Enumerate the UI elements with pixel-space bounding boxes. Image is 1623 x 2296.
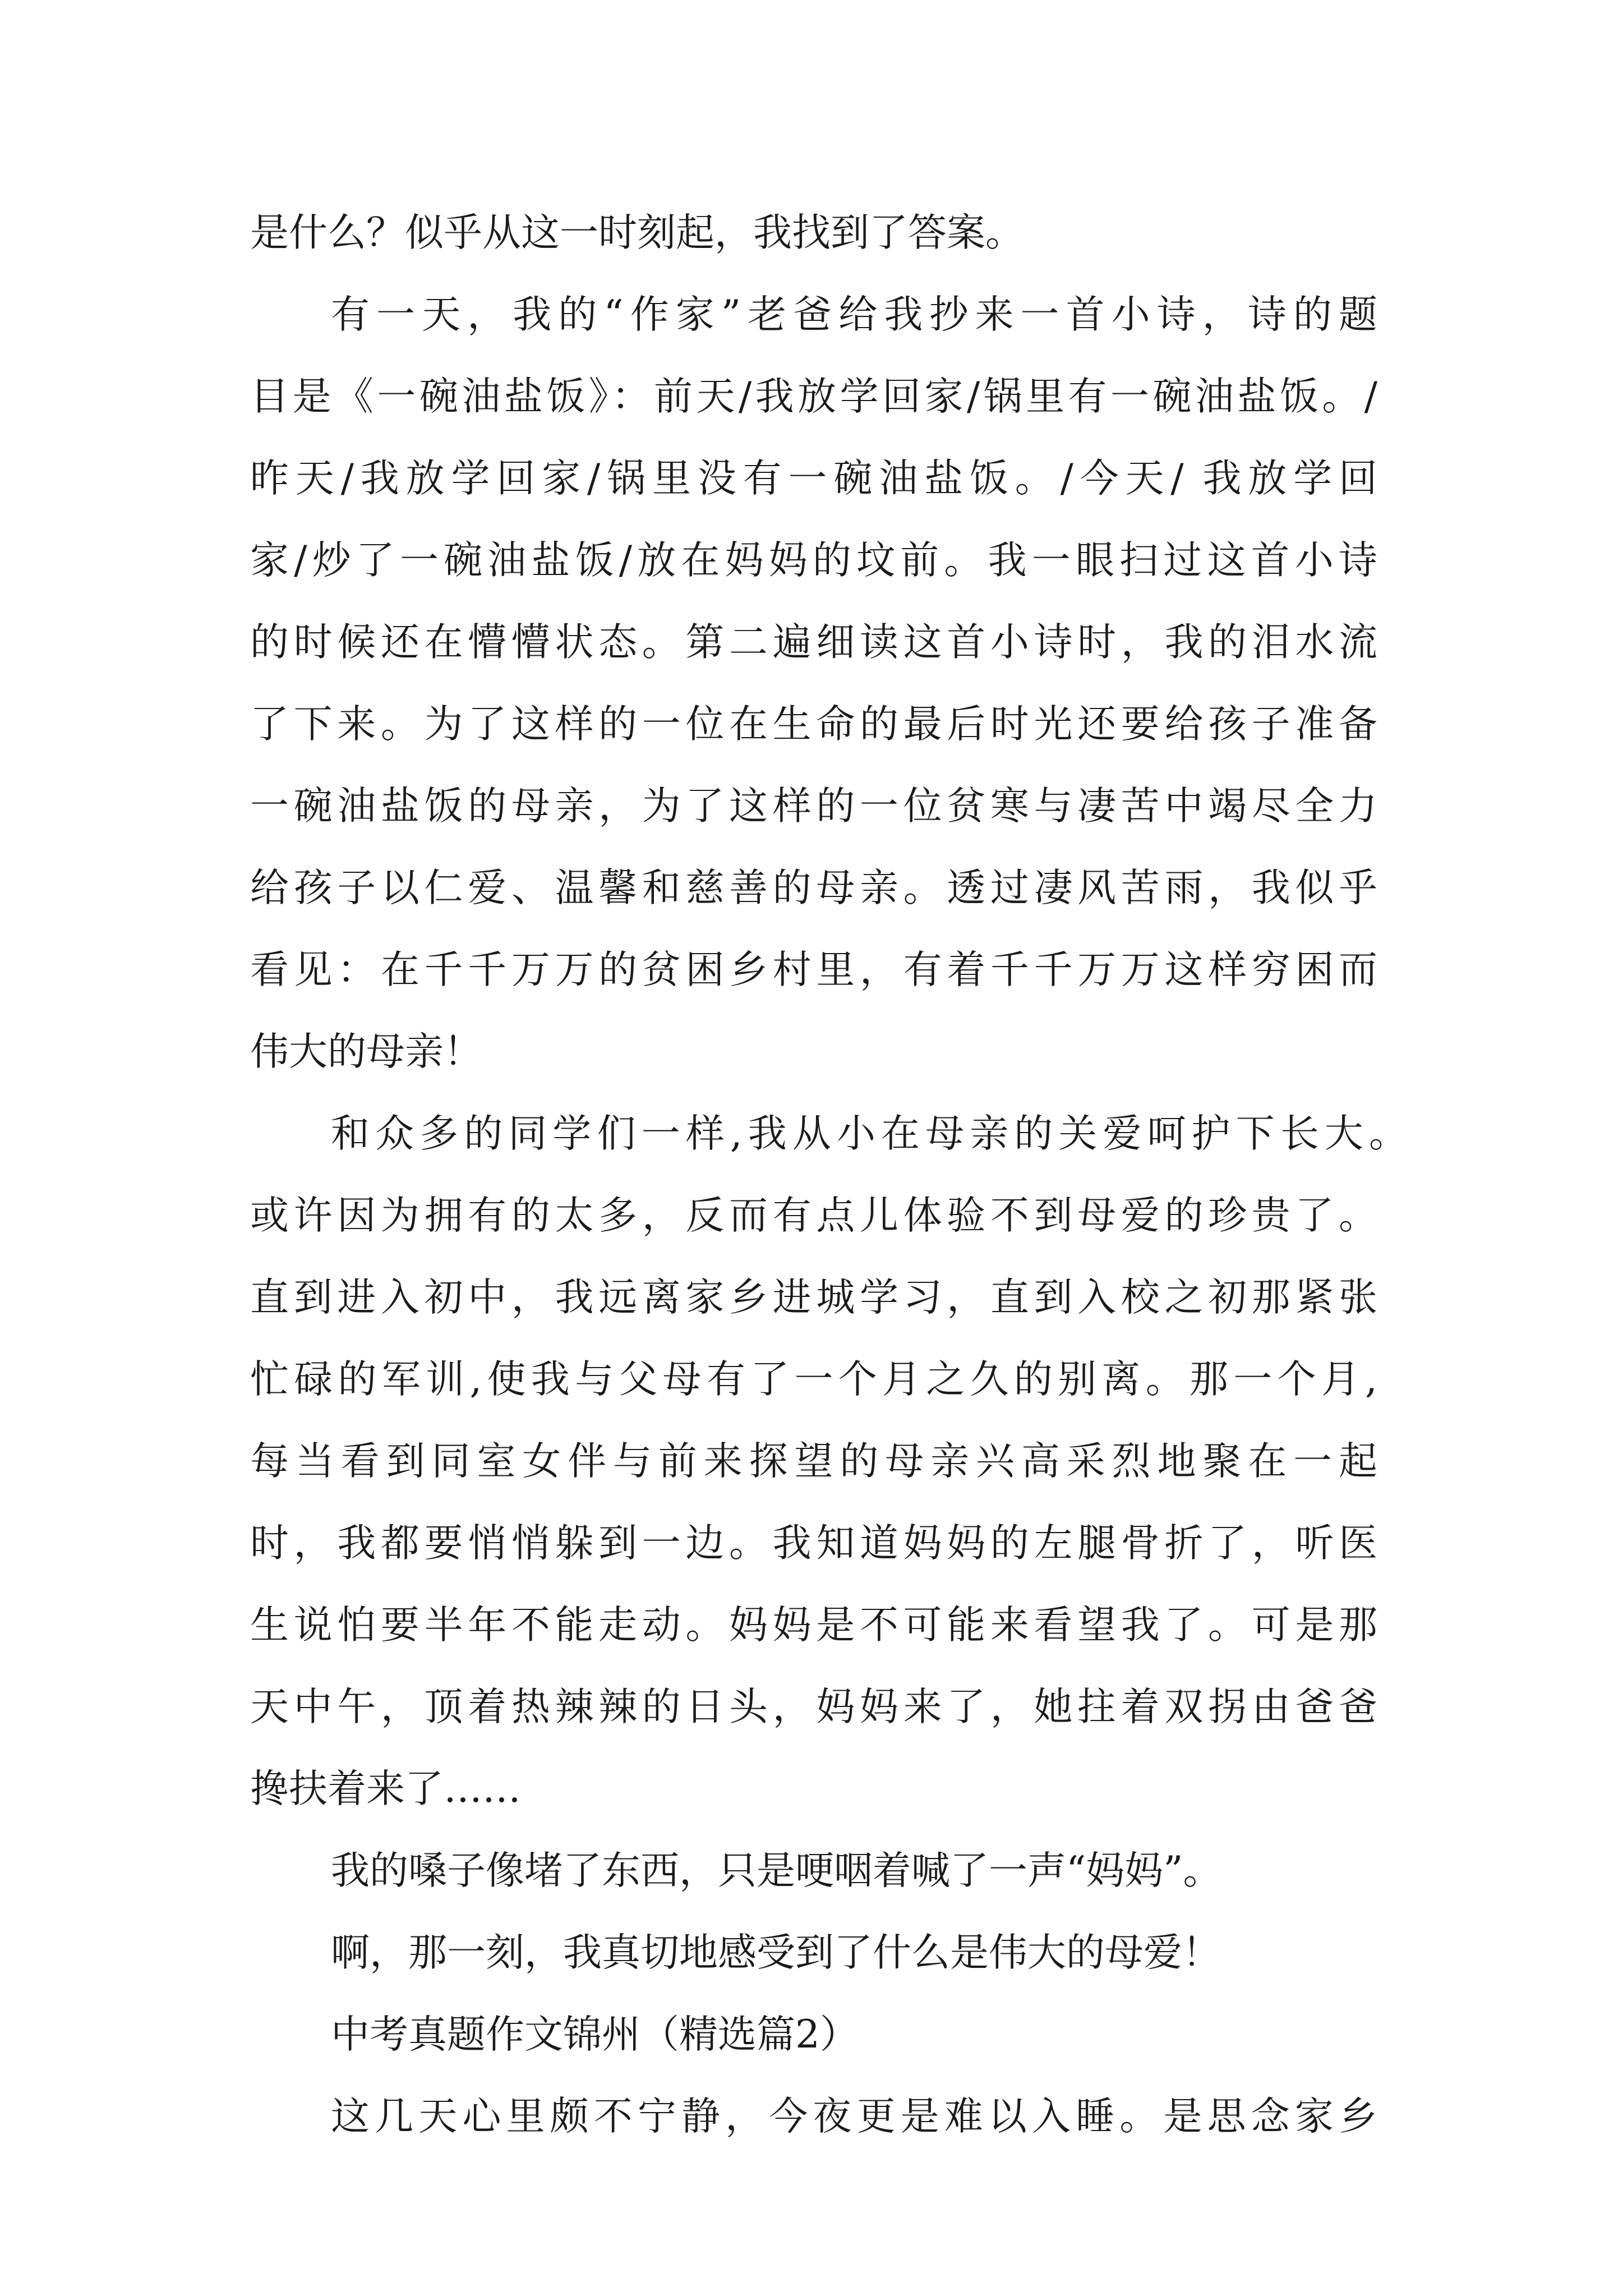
text-line: 昨天/我放学回家/锅里没有一碗油盐饭。/今天/ 我放学回 — [250, 456, 1377, 501]
text-line: 和众多的同学们一样,我从小在母亲的关爱呵护下长大。 — [331, 1111, 1408, 1156]
text-line: 给孩子以仁爱、温馨和慈善的母亲。透过凄风苦雨，我似乎 — [250, 866, 1377, 910]
text-line: 目是《一碗油盐饭》：前天/我放学回家/锅里有一碗油盐饭。/ — [250, 374, 1377, 419]
text-line: 或许因为拥有的太多，反而有点儿体验不到母爱的珍贵了。 — [250, 1193, 1377, 1238]
text-line: 天中午，顶着热辣辣的日头，妈妈来了，她拄着双拐由爸爸 — [250, 1685, 1377, 1729]
text-line: 时，我都要悄悄躲到一边。我知道妈妈的左腿骨折了，听医 — [250, 1521, 1377, 1566]
text-line: 每当看到同室女伴与前来探望的母亲兴高采烈地聚在一起 — [250, 1439, 1377, 1484]
text-line: 搀扶着来了…… — [250, 1766, 521, 1811]
section-heading: 中考真题作文锦州（精选篇2） — [331, 2012, 859, 2057]
text-line: 生说怕要半年不能走动。妈妈是不可能来看望我了。可是那 — [250, 1603, 1377, 1648]
text-line: 是什么？似乎从这一时刻起，我找到了答案。 — [250, 210, 1024, 255]
text-line: 家/炒了一碗油盐饭/放在妈妈的坟前。我一眼扫过这首小诗 — [250, 538, 1377, 583]
text-line: 一碗油盐饭的母亲，为了这样的一位贫寒与凄苦中竭尽全力 — [250, 784, 1377, 829]
text-line: 的时候还在懵懵状态。第二遍细读这首小诗时，我的泪水流 — [250, 620, 1377, 665]
text-line: 了下来。为了这样的一位在生命的最后时光还要给孩子准备 — [250, 702, 1377, 747]
text-line: 忙碌的军训,使我与父母有了一个月之久的别离。那一个月, — [250, 1357, 1377, 1402]
text-line: 我的嗓子像堵了东西，只是哽咽着喊了一声“妈妈”。 — [331, 1848, 1222, 1893]
text-line: 伟大的母亲！ — [250, 1029, 482, 1074]
text-line: 这几天心里颇不宁静，今夜更是难以入睡。是思念家乡 — [331, 2094, 1377, 2139]
text-line: 有一天，我的“作家”老爸给我抄来一首小诗，诗的题 — [331, 292, 1377, 337]
text-line: 直到进入初中，我远离家乡进城学习，直到入校之初那紧张 — [250, 1275, 1377, 1320]
text-line: 看见：在千千万万的贫困乡村里，有着千千万万这样穷困而 — [250, 947, 1377, 992]
text-line: 啊，那一刻，我真切地感受到了什么是伟大的母爱！ — [331, 1930, 1221, 1975]
